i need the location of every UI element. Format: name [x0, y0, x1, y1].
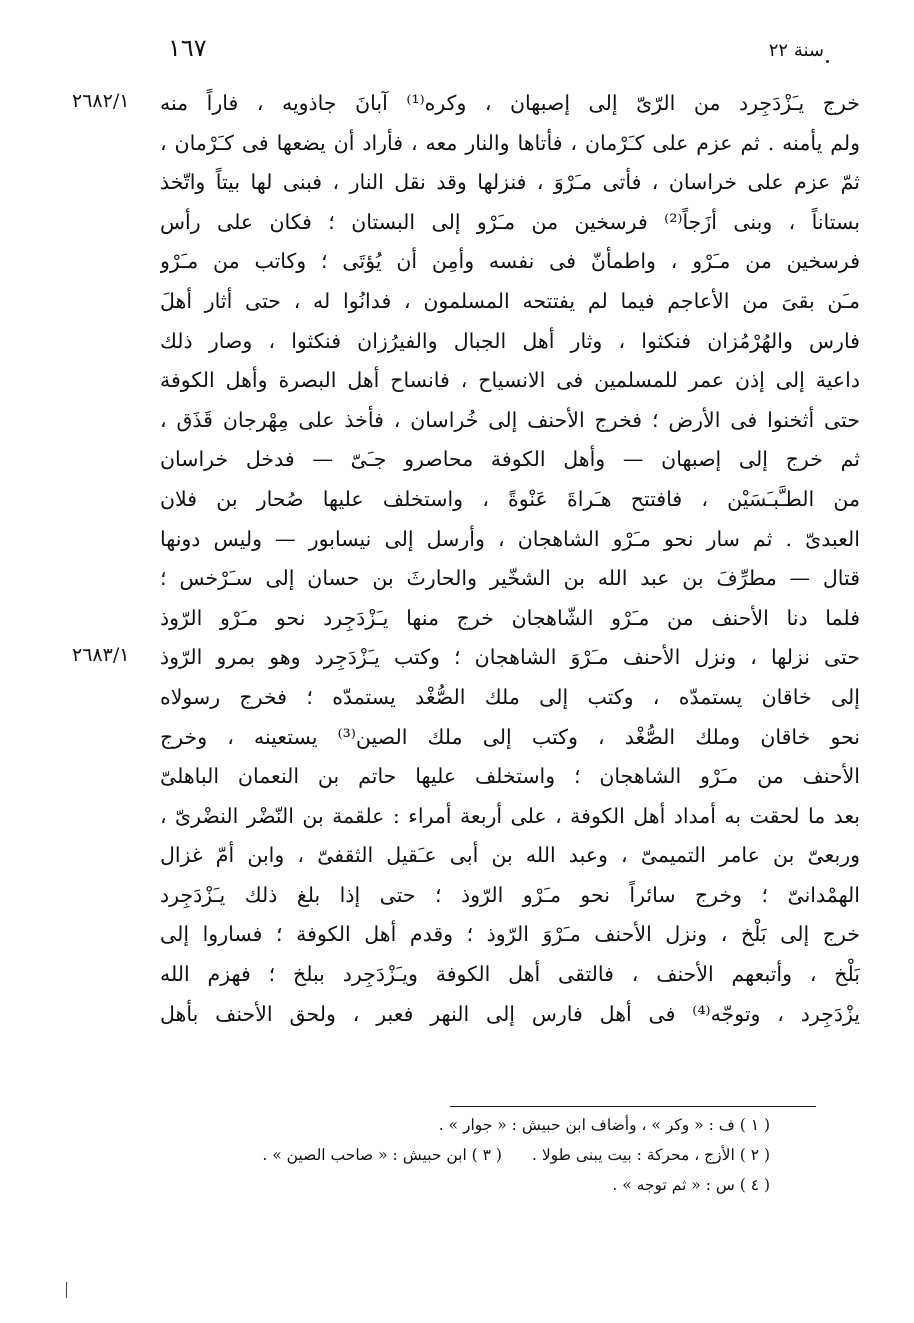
- text-line: وربعىّ بن عامر التميمىّ ، وعبد الله بن أبى عـَقيل الثقفىّ ، وابن أمّ غزال: [160, 843, 860, 868]
- text-line: بعد ما لحقت به أمداد أهل الكوفة ، على أربعة أمراء : علقمة بن النّضْر النضْرىّ ،: [160, 803, 860, 828]
- page-number: ١٦٧: [168, 34, 207, 62]
- margin-marker: ٢٦٨٣/١: [72, 644, 130, 666]
- text-line: نحو خاقان وملك الصُّغْد ، وكتب إلى ملك الصين⁽³⁾ يستعينه ، وخرج: [160, 724, 860, 749]
- text-line: العبدىّ . ثم سار نحو مـَرْو الشاهجان ، وأرسل إلى نيسابور — وليس دونها: [160, 526, 860, 551]
- footnote: ( ١ ) ف : « وكر » ، وأضاف ابن حبيش : « جوار » .: [438, 1116, 770, 1134]
- text-line: مـَن بقىَ من الأعاجم فيما لم يفتتحه المسلمون ، فدانُوا له ، حتى أثار أهلَ: [160, 288, 860, 313]
- footnote: ( ٣ ) ابن حبيش : « صاحب الصين » .: [262, 1146, 502, 1164]
- text-line: الأحنف من مـَرْو الشاهجان ؛ واستخلف عليها حاتم بن النعمان الباهلىّ: [160, 764, 860, 789]
- text-line: داعية إلى إذن عمر للمسلمين فى الانسياح ، فانساح أهل البصرة وأهل الكوفة: [160, 368, 860, 393]
- text-line: خرج يـَزْدَجِرد من الرّىّ إلى إصبهان ، وكره⁽¹⁾ آبانَ جاذويه ، فاراً منه: [160, 91, 860, 115]
- margin-tick-mark: [66, 1282, 67, 1298]
- text-line: بستاناً ، وبنى أزَجاً⁽²⁾ فرسخين من مـَرْو إلى البستان ؛ فكان على رأس: [160, 209, 860, 234]
- text-line: خرج إلى بَلْخ ، ونزل الأحنف مـَرْوَ الرّوذ ؛ وقدم أهل الكوفة ؛ فساروا إلى: [160, 922, 860, 947]
- text-line: فارس والهُرْمُزان فنكثوا ، وثار أهل الجبال والفيرُزان فنكثوا ، وصار ذلك: [160, 328, 860, 353]
- text-line: ولم يأمنه . ثم عزم على كـَرْمان ، فأتاها والنار معه ، فأراد أن يضعها فى كـَرْمان ،: [160, 130, 860, 155]
- text-line: فلما دنا الأحنف من مـَرْو الشّاهجان خرج منها يـَزْدَجِرد نحو مـَرْو الرّوذ: [160, 605, 860, 630]
- text-line: حتى أثخنوا فى الأرض ؛ فخرج الأحنف إلى خُراسان ، فأخذ على مِهْرجان قَذَق ،: [160, 407, 860, 432]
- footnote-row: [160, 1140, 770, 1170]
- main-text: [160, 84, 860, 1034]
- text-line: ثمّ عزم على خراسان ، فأتى مـَرْوَ ، فنزلها وقد نقل النار ، فبنى لها بيتاً واتّخذ: [160, 170, 860, 195]
- text-line: الهمْدانىّ ؛ وخرج سائراً نحو مـَرْو الرّوذ ؛ حتى إذا بلغ ذلك يـَزْدَجِرد: [160, 882, 860, 907]
- text-line: حتى نزلها ، ونزل الأحنف مـَرْوَ الشاهجان ؛ وكتب يـَزْدَجِرد وهو بمرو الرّوذ: [160, 645, 860, 670]
- footnotes: [160, 1110, 770, 1200]
- footnote: ( ٢ ) الأزج ، محركة : بيت يبنى طولا .: [531, 1146, 770, 1164]
- text-line: قتال — مطرِّفَ بن عبد الله بن الشخّير والحارثَ بن حسان إلى سـَرْخس ؛: [160, 566, 860, 591]
- margin-marker: ٢٦٨٢/١: [72, 90, 130, 112]
- text-line: ثم خرج إلى إصبهان — وأهل الكوفة محاصرو جـَىّ — فدخل خراسان: [160, 447, 860, 472]
- text-line: إلى خاقان يستمدّه ، وكتب إلى ملك الصُّغْد يستمدّه ؛ فخرج رسولاه: [160, 684, 860, 709]
- header-dot-mark: [826, 60, 829, 63]
- text-line: يزْدَجِرد ، وتوجّه⁽⁴⁾ فى أهل فارس إلى النهر فعبر ، ولحق الأحنف بأهل: [160, 1001, 860, 1026]
- text-line: فرسخين من مـَرْو ، واطمأنّ فى نفسه وأمِن أن يُؤتَى ؛ وكاتب من مـَرْو: [160, 249, 860, 274]
- text-line: من الطـَّبـَسَيْن ، فافتتح هـَراةَ عَنْوةً ، واستخلف عليها صُحار بن فلان: [160, 486, 860, 511]
- footnote: ( ٤ ) س : « ثم توجه » .: [612, 1176, 770, 1194]
- running-header-year: سنة ٢٢: [768, 40, 824, 61]
- footnote-separator: [450, 1106, 816, 1107]
- text-line: بَلْخ ، وأتبعهم الأحنف ، فالتقى أهل الكوفة ويـَزْدَجِرد ببلخ ؛ فهزم الله: [160, 962, 860, 987]
